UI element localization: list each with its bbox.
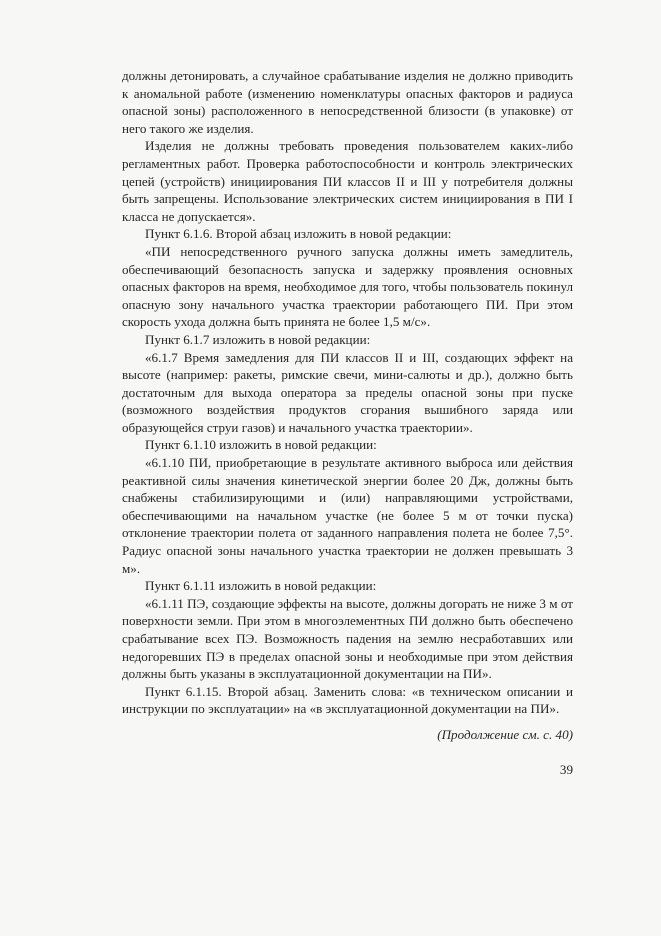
paragraph-6-1-6-text: «ПИ непосредственного ручного запуска должны иметь замедлитель, обеспечивающий безопасность запуска и задержку проявления основных опасных факторов на время, необходимое для того, чтобы пользователь покинул опасную зону начального участка траектории работающего ПИ. При этом скорость ухода должна быть принята не более 1,5 м/с». — [122, 243, 573, 330]
paragraph-maintenance: Изделия не должны требовать проведения пользователем каких-либо регламентных работ. Проверка работоспособности и контроль электрических цепей (устройств) инициирования ПИ классов II и III у потребителя должны быть запрещены. Использование электрических систем инициирования в ПИ I класса не допускается». — [122, 138, 573, 224]
paragraph-6-1-11-heading: Пункт 6.1.11 изложить в новой редакции: — [145, 578, 377, 594]
document-page — [122, 67, 573, 778]
page-number: 39 — [559, 761, 573, 777]
paragraph-6-1-7-text: «6.1.7 Время замедления для ПИ классов II и III, создающих эффект на высоте (например: ракеты, римские свечи, мини-салюты и др.), должно быть достаточным для выхода оператора за пределы опасной зоны при пуске (возможного воздействия продуктов сгорания вышибного заряда или образующейся струи газов) и начального участка траектории». — [122, 349, 573, 435]
paragraph-6-1-6-heading: Пункт 6.1.6. Второй абзац изложить в новой редакции: — [145, 226, 452, 242]
paragraph-6-1-11-text: «6.1.11 ПЭ, создающие эффекты на высоте, должны догорать не ниже 3 м от поверхности земли. При этом в многоэлементных ПИ должно быть обеспечено срабатывание всех ПЭ. Возможность падения на землю несработавших или недогоревших ПЭ в пределах опасной зоны и необходимые при этом действия должны быть указаны в эксплуатационной документации на ПИ». — [122, 595, 573, 682]
paragraph-6-1-7-heading: Пункт 6.1.7 изложить в новой редакции: — [145, 331, 371, 347]
paragraph-6-1-10-text: «6.1.10 ПИ, приобретающие в результате активного выброса или действия реактивной силы значения кинетической энергии более 20 Дж, должны быть снабжены стабилизирующими и (или) направляющими устройствами, обеспечивающими на начальном участке (не более 5 м от точки пуска) отклонение траектории полета от заданного направления полета не более 7,5°. Радиус опасной зоны начального участка траектории не должен превышать 3 м». — [122, 455, 573, 576]
paragraph-detonation: должны детонировать, а случайное срабатывание изделия не должно приводить к аномальной работе (изменению номенклатуры опасных факторов и радиуса опасной зоны) расположенного в непосредственной близости (в упаковке) от него такого же изделия. — [122, 68, 573, 136]
paragraph-6-1-15: Пункт 6.1.15. Второй абзац. Заменить слова: «в техническом описании и инструкции по эксплуатации» на «в эксплуатационной документации на ПИ». — [122, 683, 573, 717]
continuation-note: (Продолжение см. с. 40) — [437, 726, 573, 742]
paragraph-6-1-10-heading: Пункт 6.1.10 изложить в новой редакции: — [145, 437, 377, 453]
